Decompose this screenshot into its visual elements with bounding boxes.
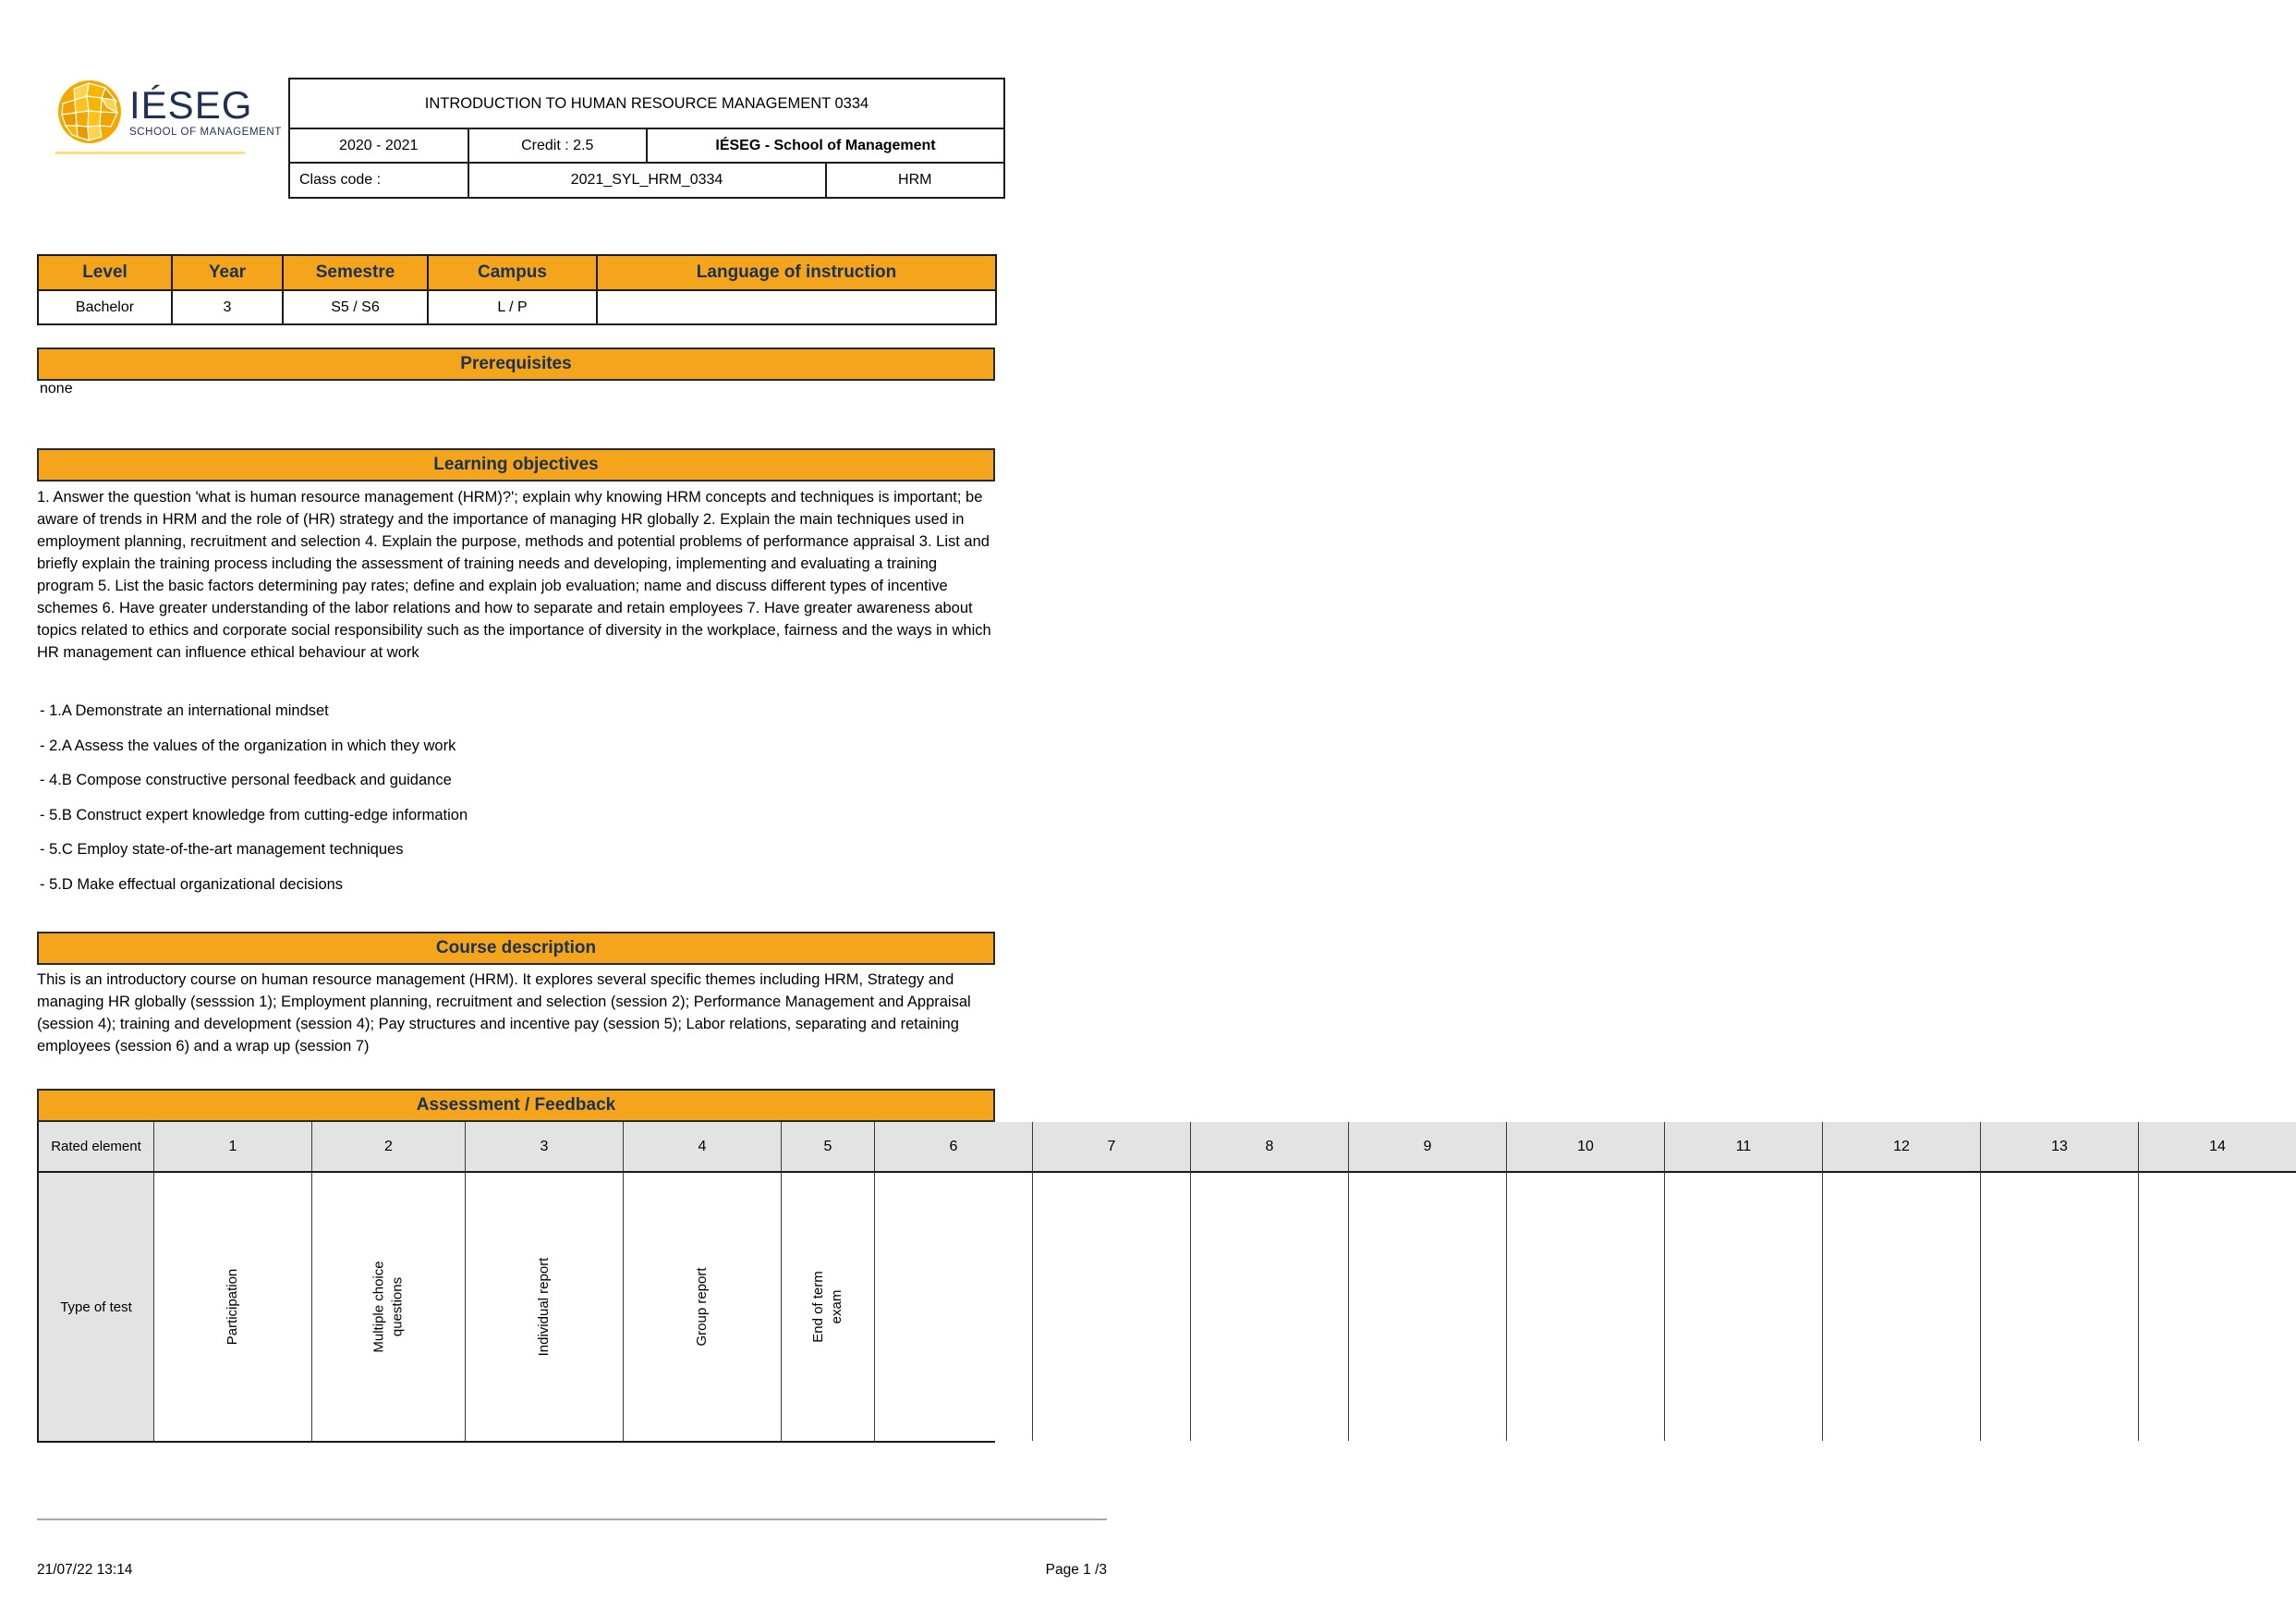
test-type-cell <box>1981 1173 2139 1441</box>
class-code-label: Class code : <box>289 163 468 198</box>
course-description-paragraph: This is an introductory course on human resource management (HRM). It explores several specific themes including HRM, Strategy and managing HR globally (sesssion 1); Employment planning, recruitment and selection (session 2); Performance Management and Appraisal (session 4); training and development (session 4); Pay structures and incentive pay (session 5); Labor relations, separating and retaining employees (session 6) and a wrap up (session 7) <box>37 971 971 1055</box>
course-title: INTRODUCTION TO HUMAN RESOURCE MANAGEMENT 0334 <box>289 79 1004 128</box>
semester-value: S5 / S6 <box>283 290 428 324</box>
rated-element-number: 9 <box>1349 1122 1507 1173</box>
rated-element-number: 12 <box>1823 1122 1981 1173</box>
language-value <box>597 290 996 324</box>
header-title-row <box>289 79 1004 128</box>
rated-element-number: 14 <box>2139 1122 2296 1173</box>
logo-text-column <box>129 83 282 138</box>
prerequisites-banner <box>37 348 995 381</box>
test-type-text: Participation <box>225 1268 240 1346</box>
test-type-cell <box>1349 1173 1507 1441</box>
school-name: IÉSEG - School of Management <box>647 128 1004 163</box>
learning-objectives-paragraph: 1. Answer the question 'what is human resource management (HRM)?'; explain why knowing HRM concepts and techniques is important; be aware of trends in HRM and the role of (HR) strategy and the importance of managing HR globally 2. Explain the main techniques used in employment planning, recruitment and selection 4. Explain the purpose, methods and potential problems of performance appraisal 3. List and briefly explain the training process including the assessment of training needs and developing, implementing and evaluating a training program 5. List the basic factors determining pay rates; define and explain job evaluation; name and discuss different types of incentive schemes 6. Have greater understanding of the labor relations and how to separate and retain employees 7. Have greater awareness about topics related to ethics and corporate social responsibility such as the importance of diversity in the workplace, fairness and the ways in which HR management can influence ethical behaviour at work <box>37 489 991 661</box>
rated-element-number: 4 <box>624 1122 782 1173</box>
header-classcode-row <box>289 163 1004 198</box>
rated-element-number: 13 <box>1981 1122 2139 1173</box>
rated-element-number: 7 <box>1033 1122 1191 1173</box>
objective-bullet: - 1.A Demonstrate an international mindset <box>40 702 329 719</box>
course-header-table <box>288 78 1005 199</box>
rated-element-number: 2 <box>312 1122 466 1173</box>
rated-element-number: 6 <box>875 1122 1033 1173</box>
type-of-test-label: Type of test <box>39 1173 154 1441</box>
year-value: 3 <box>172 290 283 324</box>
objective-bullet: - 5.D Make effectual organizational decisions <box>40 875 344 893</box>
course-description-title: Course description <box>435 938 597 957</box>
department-code: HRM <box>826 163 1005 198</box>
logo-underline <box>55 152 245 154</box>
logo-row <box>55 78 282 146</box>
prerequisites-title: Prerequisites <box>460 354 572 373</box>
credit-value: Credit : 2.5 <box>468 128 648 163</box>
test-type-cell <box>1507 1173 1665 1441</box>
footer-page-number: Page 1 /3 <box>1045 1562 1107 1578</box>
semester-header: Semestre <box>283 255 428 290</box>
test-type-cell <box>154 1173 312 1441</box>
test-type-cell <box>1823 1173 1981 1441</box>
objective-bullet: - 5.B Construct expert knowledge from cutting-edge information <box>40 806 468 823</box>
rated-element-number: 11 <box>1665 1122 1823 1173</box>
test-type-cell <box>312 1173 466 1441</box>
assessment-table <box>37 1089 2226 1443</box>
test-type-cell <box>782 1173 875 1441</box>
assessment-banner <box>37 1089 995 1122</box>
info-value-row <box>38 290 996 324</box>
rated-element-number: 8 <box>1191 1122 1349 1173</box>
rated-element-label: Rated element <box>39 1122 154 1173</box>
rated-element-number: 1 <box>154 1122 312 1173</box>
rated-element-number: 10 <box>1507 1122 1665 1173</box>
test-type-cell <box>1191 1173 1349 1441</box>
objective-bullet: - 2.A Assess the values of the organization in which they work <box>40 737 456 754</box>
course-info-table <box>37 254 997 325</box>
assessment-grid <box>37 1122 2226 1443</box>
info-header-row <box>38 255 996 290</box>
logo-brand-text: IÉSEG <box>129 83 253 127</box>
academic-year: 2020 - 2021 <box>289 128 468 163</box>
campus-value: L / P <box>428 290 597 324</box>
course-description-banner <box>37 932 995 965</box>
language-header: Language of instruction <box>597 255 996 290</box>
campus-header: Campus <box>428 255 597 290</box>
class-code-value: 2021_SYL_HRM_0334 <box>468 163 826 198</box>
test-type-cell <box>1665 1173 1823 1441</box>
logo-tagline-text: SCHOOL OF MANAGEMENT <box>129 127 282 138</box>
test-type-text: Multiple choice questions <box>371 1261 406 1353</box>
test-type-text: Group report <box>694 1267 710 1347</box>
learning-objectives-bullets <box>40 700 991 908</box>
test-type-cell <box>1033 1173 1191 1441</box>
assessment-title: Assessment / Feedback <box>416 1095 616 1115</box>
test-type-cell <box>624 1173 782 1441</box>
year-header: Year <box>172 255 283 290</box>
rated-element-number: 3 <box>466 1122 624 1173</box>
level-value: Bachelor <box>38 290 172 324</box>
test-type-text: Individual report <box>536 1257 552 1357</box>
ieseg-logo <box>55 78 282 154</box>
test-type-cell <box>875 1173 1033 1441</box>
rated-element-number: 5 <box>782 1122 875 1173</box>
test-type-cell <box>2139 1173 2296 1441</box>
header-meta-row <box>289 128 1004 163</box>
learning-objectives-banner <box>37 448 995 482</box>
prerequisites-content: none <box>40 381 73 396</box>
objective-bullet: - 5.C Employ state-of-the-art management techniques <box>40 841 404 858</box>
level-header: Level <box>38 255 172 290</box>
objective-bullet: - 4.B Compose constructive personal feedback and guidance <box>40 772 452 788</box>
footer-datetime: 21/07/22 13:14 <box>37 1562 133 1578</box>
learning-objectives-title: Learning objectives <box>433 455 599 474</box>
globe-icon <box>55 78 124 146</box>
test-type-cell <box>466 1173 624 1441</box>
test-type-text: End of term exam <box>810 1271 844 1343</box>
footer-divider <box>37 1518 1107 1520</box>
